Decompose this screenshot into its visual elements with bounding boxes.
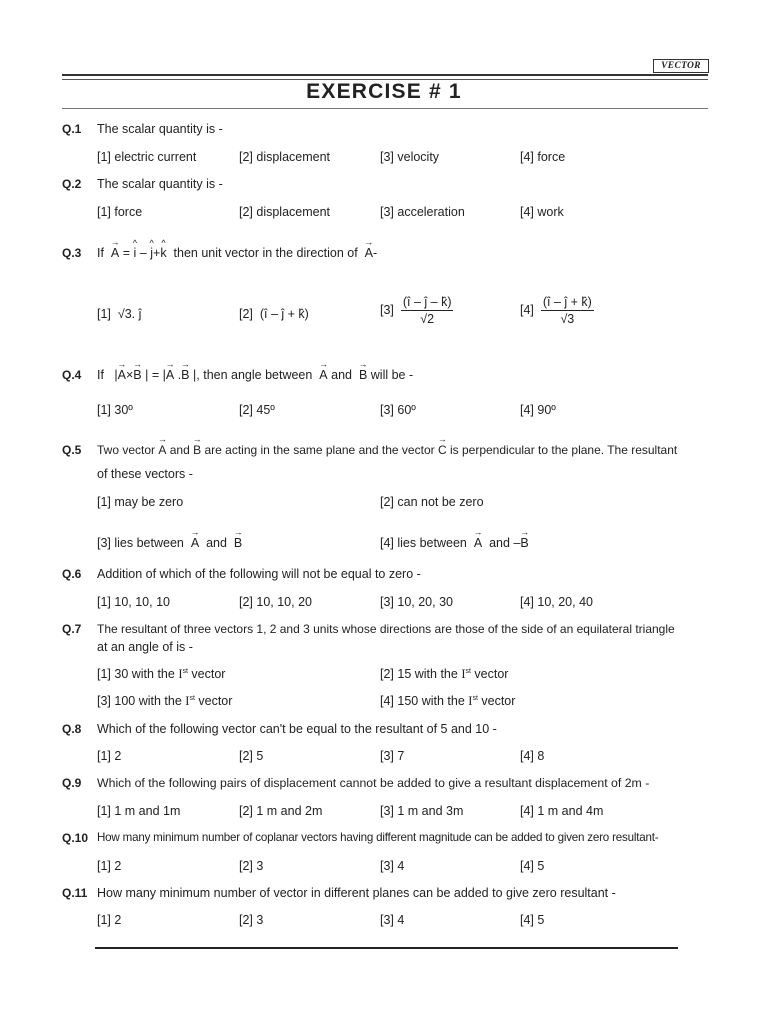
option-4: [4] 1 m and 4m: [520, 804, 604, 818]
option-1: [1] 30 with the Ist vector: [97, 667, 226, 681]
option-1: [1] 2: [97, 859, 122, 873]
question-text-continued: of these vectors -: [97, 467, 193, 481]
fraction-denominator: √2: [420, 312, 435, 326]
option-3: [3] 4: [380, 859, 405, 873]
question-number: Q.7: [62, 622, 82, 636]
question-number: Q.9: [62, 776, 82, 790]
option-3: [3] acceleration: [380, 205, 465, 219]
question-text: How many minimum number of coplanar vectors having different magnitude can be added to given zero resultant-: [97, 831, 659, 844]
option-3: [3] velocity: [380, 150, 440, 164]
option-4: [4] lies between → A and –→ B: [380, 536, 529, 550]
question-number: Q.4: [62, 368, 82, 382]
vector-a: → A: [111, 246, 119, 260]
vector-a: → A: [365, 246, 373, 260]
option-2: [2] 10, 10, 20: [239, 595, 312, 609]
option-3: [3] 4: [380, 913, 405, 927]
option-1: [1] 2: [97, 749, 122, 763]
option-2: [2] 1 m and 2m: [239, 804, 323, 818]
page-title: EXERCISE # 1: [306, 80, 462, 103]
option-3: [3] 7: [380, 749, 405, 763]
option-1: [1] electric current: [97, 150, 197, 164]
question-text: Addition of which of the following will not be equal to zero -: [97, 567, 421, 581]
option-1: [1] 1 m and 1m: [97, 804, 181, 818]
chapter-tag: VECTOR: [653, 59, 709, 73]
question-text: Which of the following vector can't be equal to the resultant of 5 and 10 -: [97, 722, 497, 736]
option-2: [2] displacement: [239, 150, 331, 164]
question-number: Q.5: [62, 443, 82, 457]
option-1: [1] 2: [97, 913, 122, 927]
title-underline: [62, 108, 708, 109]
option-2: [2] 5: [239, 749, 264, 763]
question-number: Q.1: [62, 122, 82, 136]
option-1: [1] 30º: [97, 403, 133, 417]
option-4: [4] 10, 20, 40: [520, 595, 593, 609]
unit-j: ^ j: [150, 246, 153, 260]
option-3: [3] 10, 20, 30: [380, 595, 453, 609]
fraction-numerator: (î – ĵ + k̂): [542, 295, 592, 309]
option-3: [3] lies between → A and → B: [97, 536, 242, 550]
header-rule: [62, 74, 708, 76]
option-2: [2] can not be zero: [380, 495, 484, 509]
question-text: If → A = ^ i – ^ j+^ k then unit vector in the direction of → A-: [97, 246, 377, 260]
question-number: Q.2: [62, 177, 82, 191]
option-4: [4] 8: [520, 749, 545, 763]
option-2: [2] 3: [239, 913, 264, 927]
question-number: Q.11: [62, 886, 88, 900]
option-1: [1] 10, 10, 10: [97, 595, 170, 609]
option-4: [4] 5: [520, 859, 545, 873]
question-text: How many minimum number of vector in different planes can be added to give zero resultant -: [97, 886, 616, 900]
option-1: [1] √3. ĵ: [97, 307, 142, 321]
question-number: Q.8: [62, 722, 82, 736]
question-text-continued: at an angle of is -: [97, 640, 193, 654]
question-text: If |→ A×→ B | = |→ A .→ B |, then angle between → A and → B will be -: [97, 368, 413, 382]
question-text: The scalar quantity is -: [97, 122, 223, 136]
option-4: [4] force: [520, 150, 566, 164]
question-number: Q.3: [62, 246, 82, 260]
option-3: [3] $\frac{(î - ĵ - k̂)}{√2}$: [380, 295, 452, 326]
option-3: [3] 100 with the Ist vector: [97, 694, 233, 708]
footer-rule: [95, 947, 678, 949]
option-4: [4] 5: [520, 913, 545, 927]
option-3: [3] 60º: [380, 403, 416, 417]
question-number: Q.6: [62, 567, 82, 581]
option-4: [4] work: [520, 205, 564, 219]
question-text: The resultant of three vectors 1, 2 and 3 units whose directions are those of the side of an equilateral triangle: [97, 622, 675, 636]
option-2: [2] displacement: [239, 205, 331, 219]
option-1: [1] may be zero: [97, 495, 184, 509]
question-text: Which of the following pairs of displacement cannot be added to give a resultant displacement of 2m -: [97, 776, 650, 790]
unit-k: ^ k: [160, 246, 166, 260]
unit-i: ^ i: [134, 246, 137, 260]
option-2: [2] 15 with the Ist vector: [380, 667, 509, 681]
option-4: [4] 90º: [520, 403, 556, 417]
question-number: Q.10: [62, 831, 89, 845]
fraction-numerator: (î – ĵ – k̂): [402, 295, 452, 309]
option-2: [2] (î – ĵ + k̂): [239, 307, 309, 321]
question-text: The scalar quantity is -: [97, 177, 223, 191]
fraction-denominator: √3: [560, 312, 575, 326]
question-text: Two vector → A and → B are acting in the same plane and the vector → C is perpendicular to the plane. The resultant: [97, 443, 677, 457]
option-1: [1] force: [97, 205, 143, 219]
option-4: [4] $\frac{(î - ĵ + k̂)}{√3}$: [520, 295, 592, 326]
option-2: [2] 3: [239, 859, 264, 873]
option-3: [3] 1 m and 3m: [380, 804, 464, 818]
option-4: [4] 150 with the Ist vector: [380, 694, 516, 708]
option-2: [2] 45º: [239, 403, 275, 417]
